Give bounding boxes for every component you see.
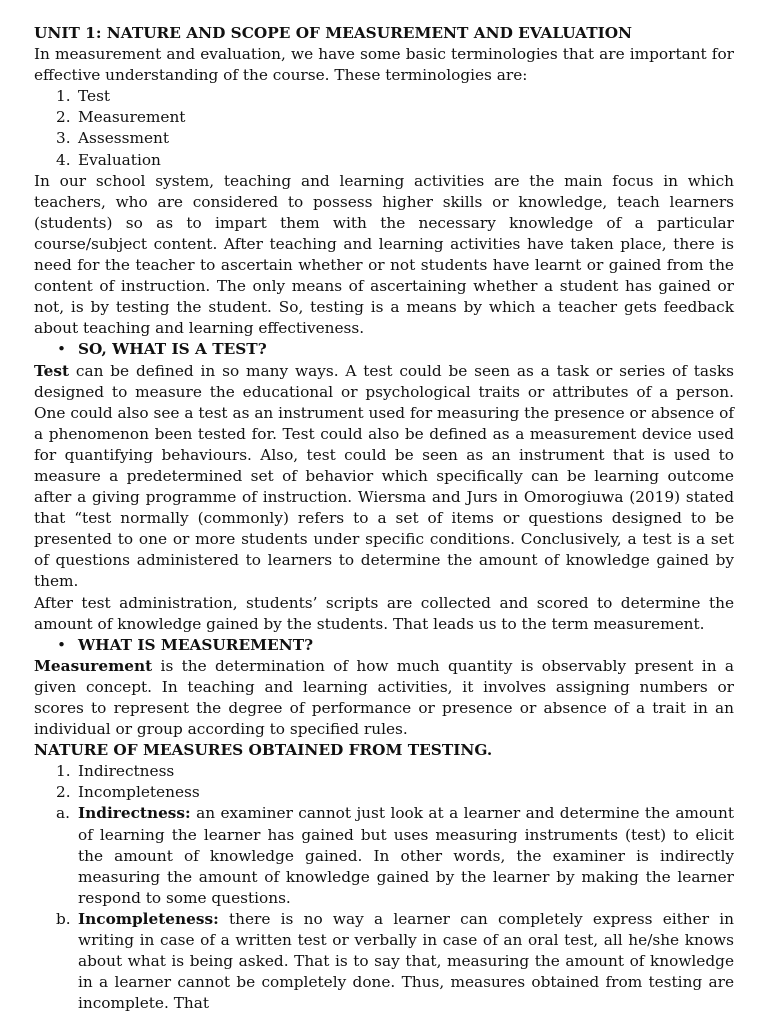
test-term: Test xyxy=(34,361,70,380)
explanation-term: Incompleteness: xyxy=(78,909,219,928)
list-number: 2. xyxy=(56,783,71,802)
explanation-item xyxy=(34,909,734,1014)
list-item-text: Incompleteness xyxy=(78,783,200,802)
measurement-term: Measurement xyxy=(34,656,153,675)
list-item-text: Assessment xyxy=(78,129,170,148)
bullet-heading-text: SO, WHAT IS A TEST? xyxy=(78,340,267,359)
list-item-text: Evaluation xyxy=(78,150,161,169)
measurement-question-list xyxy=(34,635,734,656)
terminology-list xyxy=(34,86,734,170)
list-number: 1. xyxy=(56,87,71,106)
nature-list xyxy=(34,761,734,803)
measurement-definition-text: is the determination of how much quantity is observably present in a given concept. In teaching and learning activities, it involves assigning numbers or scores to represent the degree of performance or presence or absence of a trait in an individual or group according to specified rules. xyxy=(34,656,734,739)
explanation-text: an examiner cannot just look at a learner and determine the amount of learning the learner has gained but uses measuring instruments (test) to elicit the amount of knowledge gained. In other words, the examiner is indirectly measuring the amount of knowledge gained by the learner by making the learner respond to some questions. xyxy=(78,804,734,907)
bullet-heading xyxy=(34,339,734,360)
explanation-item xyxy=(34,803,734,908)
school-system-paragraph: In our school system, teaching and learning activities are the main focus in which teachers, who are considered to possess higher skills or knowledge, teach learners (students) so as to impart them with the necessary knowledge of a particular course/subject content. After teaching and learning activities have taken place, there is need for the teacher to ascertain whether or not students have learnt or gained from the content of instruction. The only means of ascertaining whether a student has gained or not, is by testing the student. So, testing is a means by which a teacher gets feedback about teaching and learning effectiveness. xyxy=(34,171,734,338)
bullet-icon: • xyxy=(57,635,67,654)
test-question-list xyxy=(34,339,734,360)
bullet-heading-text: WHAT IS MEASUREMENT? xyxy=(78,635,314,654)
list-item xyxy=(34,107,734,128)
list-item-text: Test xyxy=(78,87,111,106)
list-item xyxy=(34,86,734,107)
list-number: 3. xyxy=(56,129,71,148)
test-definition-text: can be defined in so many ways. A test could be seen as a task or series of tasks designed to measure the educational or psychological traits or attributes of a person. One could also see a test as an instrument used for measuring the presence or absence of a phenomenon been tested for. Test could also be defined as a measurement device used for quantifying behaviours. Also, test could be seen as an instrument that is used to measure a predetermined set of behavior which specifically can be learning outcome after a giving programme of instruction. Wiersma and Jurs in Omorogiuwa (2019) stated that “test normally (commonly) refers to a set of items or questions designed to be presented to one or more students under specific conditions. Conclusively, a test is a set of questions administered to learners to determine the amount of knowledge gained by them. xyxy=(34,361,734,591)
unit-title: UNIT 1: NATURE AND SCOPE OF MEASUREMENT AND EVALUATION xyxy=(34,24,633,42)
document-body xyxy=(34,23,734,1014)
list-item xyxy=(34,150,734,171)
after-test-paragraph: After test administration, students’ scripts are collected and scored to determine the amount of knowledge gained by the students. That leads us to the term measurement. xyxy=(34,593,734,633)
bullet-heading xyxy=(34,635,734,656)
intro-paragraph: In measurement and evaluation, we have some basic terminologies that are important for effective understanding of the course. These terminologies are: xyxy=(34,45,734,85)
explanation-text: there is no way a learner can completely express either in writing in case of a written test or verbally in case of an oral test, all he/she knows about what is being asked. That is to say that, measuring the amount of knowledge in a learner cannot be completely done. Thus, measures obtained from testing are incomplete. That xyxy=(78,909,734,1013)
list-item xyxy=(34,128,734,149)
list-item xyxy=(34,782,734,803)
measurement-definition-paragraph xyxy=(34,656,734,740)
explanation-term: Indirectness: xyxy=(78,804,191,823)
list-letter: a. xyxy=(56,804,70,823)
list-number: 1. xyxy=(56,762,71,781)
bullet-icon: • xyxy=(57,340,67,359)
nature-explanation-list xyxy=(34,803,734,1014)
list-letter: b. xyxy=(56,909,71,928)
list-item-text: Measurement xyxy=(78,108,186,127)
list-item-text: Indirectness xyxy=(78,762,175,781)
list-item xyxy=(34,761,734,782)
nature-heading: NATURE OF MEASURES OBTAINED FROM TESTING. xyxy=(34,741,493,760)
test-definition-paragraph xyxy=(34,361,734,593)
list-number: 2. xyxy=(56,108,71,127)
list-number: 4. xyxy=(56,150,71,169)
